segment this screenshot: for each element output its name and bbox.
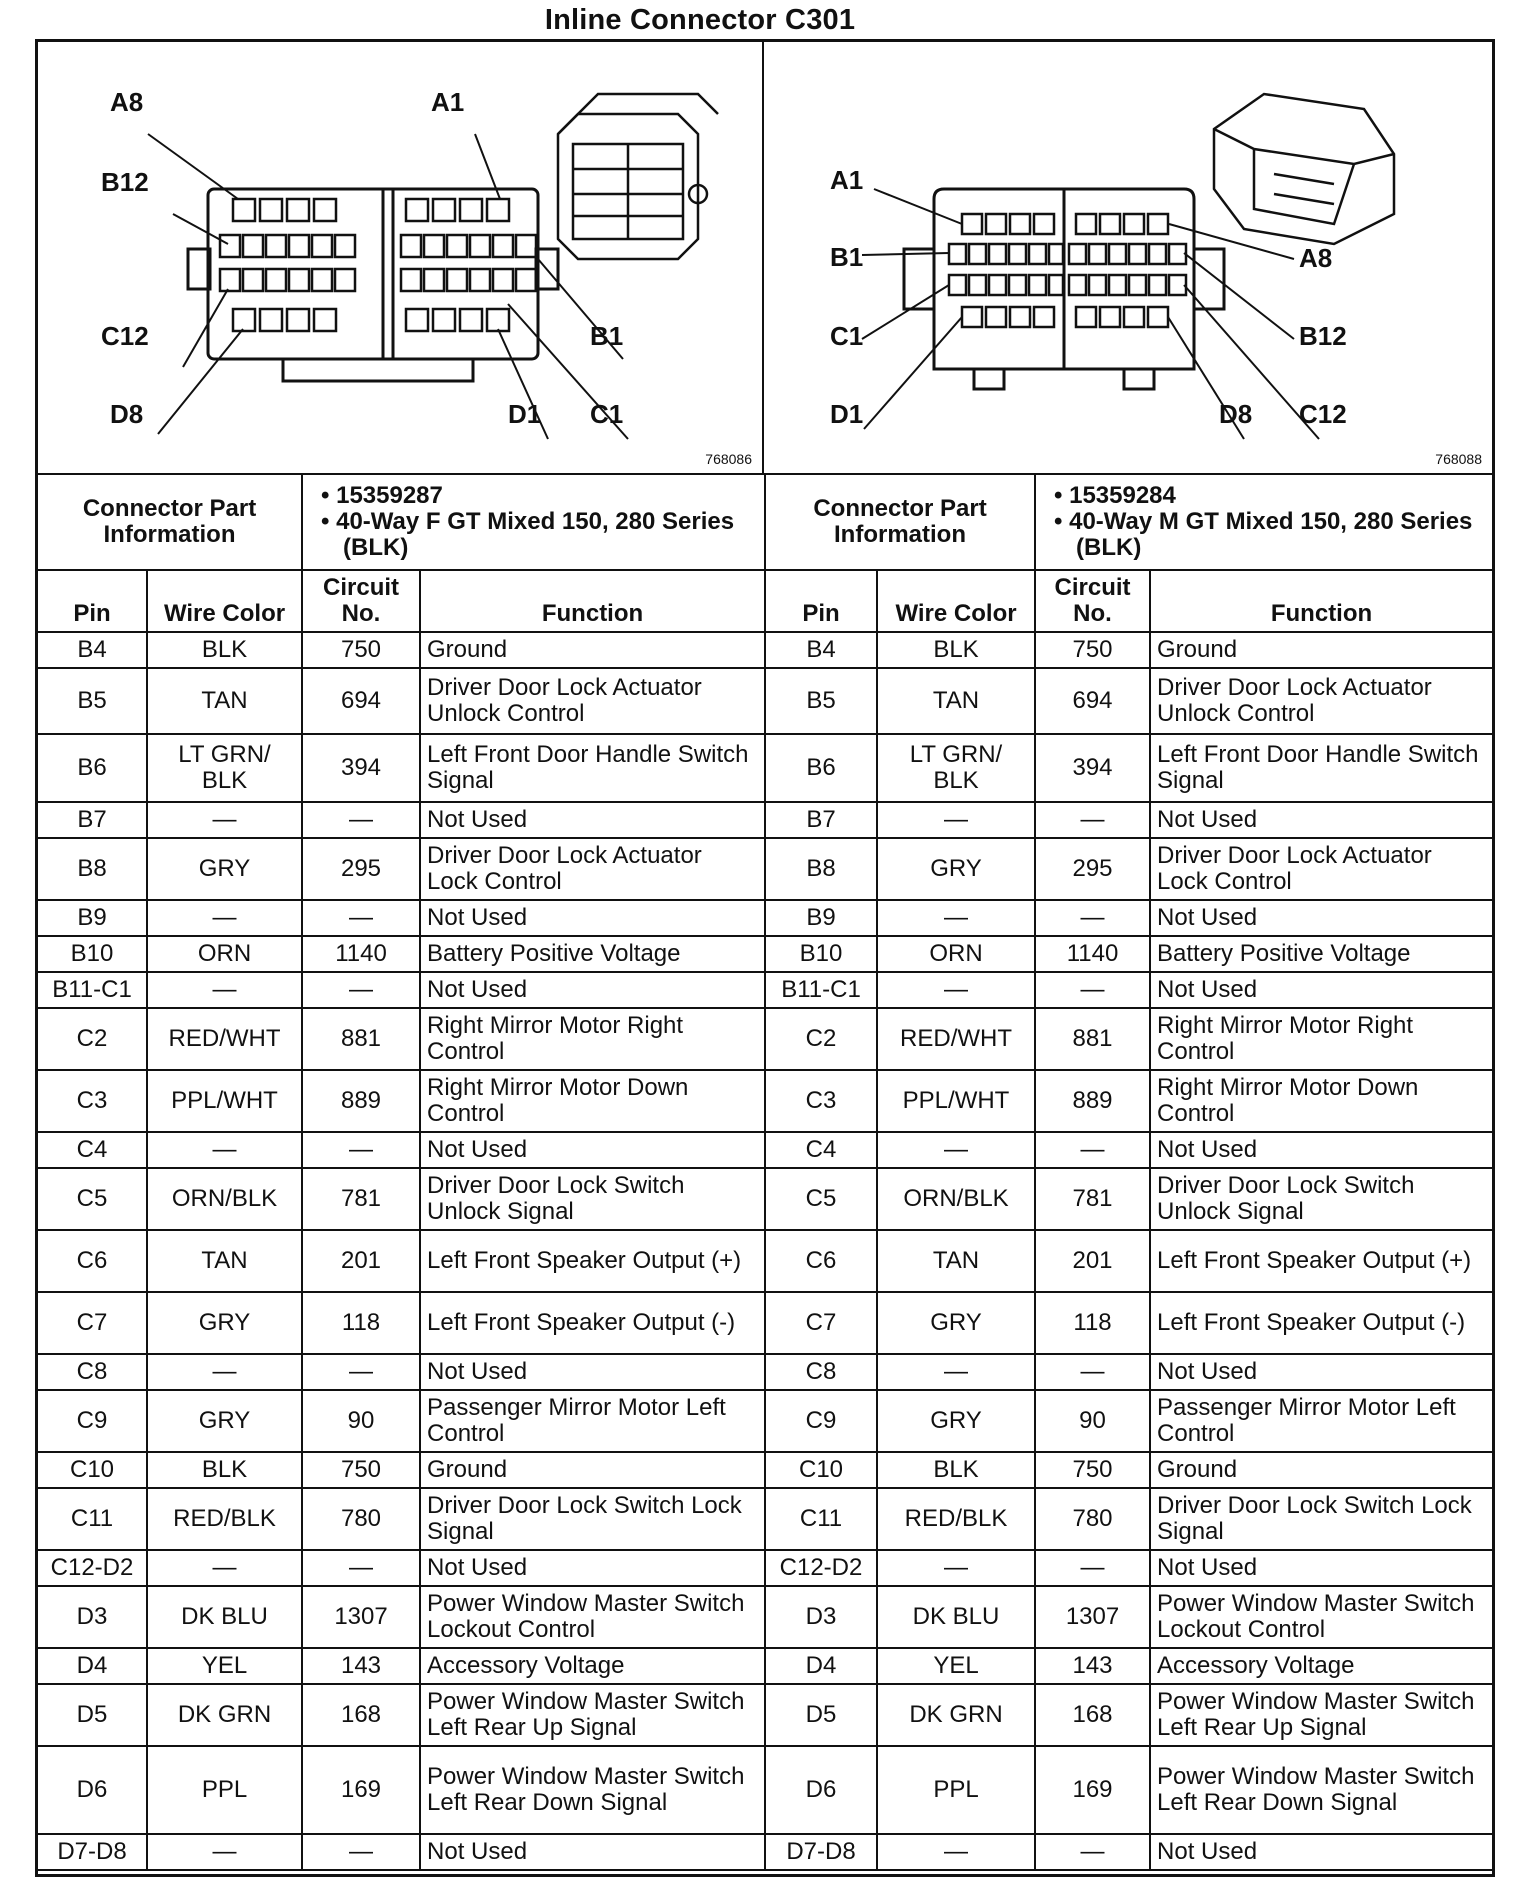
wire-color-cell: — (877, 972, 1035, 1008)
function-cell: Power Window Master Switch Left Rear Down Signal (420, 1746, 765, 1834)
pin-label-c12: C12 (1299, 399, 1347, 429)
part-info-row (37, 474, 765, 570)
wire-color-cell: RED/WHT (147, 1008, 302, 1070)
wire-color-cell: DK BLU (877, 1586, 1035, 1648)
function-cell: Not Used (1150, 1834, 1493, 1870)
wire-color-cell: — (147, 972, 302, 1008)
wire-color-header: Wire Color (877, 570, 1035, 632)
wire-color-cell: GRY (877, 1292, 1035, 1354)
wire-color-cell: — (877, 900, 1035, 936)
function-cell: Driver Door Lock Switch Unlock Signal (1150, 1168, 1493, 1230)
circuit-cell: 1140 (1035, 936, 1150, 972)
table-row (765, 1834, 1493, 1870)
wire-color-cell: GRY (147, 1292, 302, 1354)
pin-cell: C11 (765, 1488, 877, 1550)
circuit-cell: 118 (302, 1292, 420, 1354)
pin-label-b12: B12 (1299, 321, 1347, 351)
pin-cell: C3 (37, 1070, 147, 1132)
wire-color-cell: — (147, 1354, 302, 1390)
wire-color-cell: LT GRN/ BLK (877, 734, 1035, 802)
function-cell: Right Mirror Motor Down Control (420, 1070, 765, 1132)
table-row (765, 900, 1493, 936)
left-connector-drawing (38, 39, 764, 473)
circuit-cell: 143 (302, 1648, 420, 1684)
male-connector-face-icon (764, 39, 1492, 473)
function-cell: Not Used (420, 1354, 765, 1390)
function-cell: Not Used (420, 1132, 765, 1168)
part-info-label: Connector Part Information (37, 474, 302, 570)
circuit-cell: — (1035, 1132, 1150, 1168)
function-cell: Left Front Speaker Output (-) (1150, 1292, 1493, 1354)
wire-color-cell: BLK (147, 632, 302, 668)
circuit-cell: 394 (302, 734, 420, 802)
function-cell: Not Used (1150, 1354, 1493, 1390)
circuit-cell: 143 (1035, 1648, 1150, 1684)
function-header: Function (1150, 570, 1493, 632)
circuit-cell: 881 (302, 1008, 420, 1070)
wire-color-cell: — (877, 802, 1035, 838)
table-row (37, 1488, 765, 1550)
pin-cell: C4 (37, 1132, 147, 1168)
wire-color-cell: ORN/BLK (147, 1168, 302, 1230)
circuit-cell: — (1035, 1550, 1150, 1586)
circuit-cell: 750 (1035, 632, 1150, 668)
wire-color-cell: ORN/BLK (877, 1168, 1035, 1230)
circuit-cell: 780 (1035, 1488, 1150, 1550)
right-pin-rows (765, 632, 1493, 1870)
table-row (765, 936, 1493, 972)
header-row (37, 570, 765, 632)
wire-color-cell: GRY (877, 1390, 1035, 1452)
pin-label-d8: D8 (1219, 399, 1253, 429)
wire-color-cell: BLK (877, 1452, 1035, 1488)
function-cell: Not Used (420, 972, 765, 1008)
wire-color-cell: PPL/WHT (877, 1070, 1035, 1132)
table-row (765, 1648, 1493, 1684)
circuit-cell: 201 (1035, 1230, 1150, 1292)
table-row (765, 1746, 1493, 1834)
table-row (765, 1684, 1493, 1746)
table-row (37, 900, 765, 936)
table-row (765, 1008, 1493, 1070)
circuit-cell: 1140 (302, 936, 420, 972)
circuit-cell: 881 (1035, 1008, 1150, 1070)
table-row (765, 1168, 1493, 1230)
pin-label-c1: C1 (590, 399, 624, 429)
part-info-row (765, 474, 1493, 570)
function-cell: Left Front Speaker Output (+) (1150, 1230, 1493, 1292)
function-header: Function (420, 570, 765, 632)
pin-label-b1: B1 (830, 242, 864, 272)
circuit-cell: 781 (302, 1168, 420, 1230)
pin-cell: D4 (37, 1648, 147, 1684)
right-pin-table (764, 473, 1494, 1871)
pin-cell: B6 (37, 734, 147, 802)
function-cell: Not Used (420, 1550, 765, 1586)
function-cell: Not Used (420, 802, 765, 838)
table-row (37, 1230, 765, 1292)
function-cell: Not Used (1150, 900, 1493, 936)
wire-color-cell: ORN (147, 936, 302, 972)
table-row (37, 1070, 765, 1132)
circuit-cell: — (302, 972, 420, 1008)
circuit-cell: 750 (302, 632, 420, 668)
pin-cell: C9 (765, 1390, 877, 1452)
table-row (765, 1132, 1493, 1168)
header-row (765, 570, 1493, 632)
circuit-cell: — (302, 1132, 420, 1168)
circuit-cell: 90 (302, 1390, 420, 1452)
wire-color-cell: TAN (147, 1230, 302, 1292)
pin-cell: D6 (765, 1746, 877, 1834)
function-cell: Driver Door Lock Switch Lock Signal (1150, 1488, 1493, 1550)
circuit-header: Circuit No. (1035, 570, 1150, 632)
wire-color-cell: RED/BLK (147, 1488, 302, 1550)
pin-label-a1: A1 (431, 87, 465, 117)
circuit-cell: — (1035, 802, 1150, 838)
pin-cell: B9 (37, 900, 147, 936)
circuit-cell: — (302, 1834, 420, 1870)
right-connector-drawing (764, 39, 1492, 473)
function-cell: Left Front Speaker Output (+) (420, 1230, 765, 1292)
function-cell: Left Front Door Handle Switch Signal (420, 734, 765, 802)
wire-color-cell: — (147, 1834, 302, 1870)
pin-label-c12: C12 (101, 321, 149, 351)
pin-label-d8: D8 (110, 399, 144, 429)
circuit-cell: 90 (1035, 1390, 1150, 1452)
function-cell: Accessory Voltage (1150, 1648, 1493, 1684)
pin-cell: D6 (37, 1746, 147, 1834)
function-cell: Left Front Door Handle Switch Signal (1150, 734, 1493, 802)
wire-color-cell: PPL (147, 1746, 302, 1834)
table-row (37, 1008, 765, 1070)
table-row (37, 1684, 765, 1746)
part-description: 40-Way F GT Mixed 150, 280 Series (BLK) (336, 508, 735, 561)
pin-cell: D3 (765, 1586, 877, 1648)
pin-label-a8: A8 (1299, 243, 1333, 273)
table-row (765, 972, 1493, 1008)
wire-color-cell: — (147, 802, 302, 838)
table-row (37, 1292, 765, 1354)
wire-color-cell: PPL (877, 1746, 1035, 1834)
function-cell: Driver Door Lock Actuator Lock Control (1150, 838, 1493, 900)
function-cell: Not Used (420, 900, 765, 936)
circuit-cell: 1307 (1035, 1586, 1150, 1648)
table-row (765, 802, 1493, 838)
pin-cell: D7-D8 (765, 1834, 877, 1870)
function-cell: Power Window Master Switch Left Rear Up Signal (420, 1684, 765, 1746)
wire-color-cell: GRY (147, 1390, 302, 1452)
function-cell: Not Used (1150, 802, 1493, 838)
table-row (765, 1354, 1493, 1390)
circuit-cell: 781 (1035, 1168, 1150, 1230)
pin-cell: C9 (37, 1390, 147, 1452)
pin-label-b1: B1 (590, 321, 624, 351)
table-row (37, 1746, 765, 1834)
function-cell: Battery Positive Voltage (420, 936, 765, 972)
table-row (765, 632, 1493, 668)
wire-color-header: Wire Color (147, 570, 302, 632)
circuit-cell: 295 (1035, 838, 1150, 900)
function-cell: Power Window Master Switch Lockout Control (1150, 1586, 1493, 1648)
table-row (37, 1586, 765, 1648)
pin-cell: C11 (37, 1488, 147, 1550)
circuit-cell: 394 (1035, 734, 1150, 802)
table-row (765, 838, 1493, 900)
table-row (765, 668, 1493, 734)
table-row (765, 1070, 1493, 1132)
circuit-cell: 295 (302, 838, 420, 900)
part-number: 15359287 (336, 482, 443, 509)
table-row (765, 1390, 1493, 1452)
wire-color-cell: GRY (147, 838, 302, 900)
wire-color-cell: DK GRN (877, 1684, 1035, 1746)
pin-cell: B7 (37, 802, 147, 838)
table-row (765, 1230, 1493, 1292)
table-row (37, 1452, 765, 1488)
wire-color-cell: — (877, 1354, 1035, 1390)
table-row (765, 1292, 1493, 1354)
circuit-cell: — (302, 1354, 420, 1390)
pin-cell: B11-C1 (765, 972, 877, 1008)
pin-cell: C5 (765, 1168, 877, 1230)
function-cell: Power Window Master Switch Left Rear Up Signal (1150, 1684, 1493, 1746)
table-row (37, 668, 765, 734)
circuit-cell: — (1035, 972, 1150, 1008)
pin-cell: B4 (37, 632, 147, 668)
circuit-cell: — (302, 802, 420, 838)
table-row (765, 1452, 1493, 1488)
circuit-cell: — (1035, 900, 1150, 936)
wire-color-cell: DK BLU (147, 1586, 302, 1648)
pin-cell: D7-D8 (37, 1834, 147, 1870)
illustration-number: 768088 (1435, 451, 1482, 467)
pin-cell: D4 (765, 1648, 877, 1684)
table-row (37, 1132, 765, 1168)
circuit-cell: 201 (302, 1230, 420, 1292)
table-row (37, 1834, 765, 1870)
wire-color-cell: GRY (877, 838, 1035, 900)
illustration-number: 768086 (705, 451, 752, 467)
pin-cell: C6 (37, 1230, 147, 1292)
circuit-cell: 750 (302, 1452, 420, 1488)
wire-color-cell: ORN (877, 936, 1035, 972)
page-title: Inline Connector C301 (544, 4, 856, 36)
wire-color-cell: BLK (147, 1452, 302, 1488)
circuit-cell: 694 (1035, 668, 1150, 734)
pin-label-c1: C1 (830, 321, 864, 351)
wire-color-cell: TAN (877, 668, 1035, 734)
pin-header: Pin (765, 570, 877, 632)
pin-cell: C2 (765, 1008, 877, 1070)
table-row (37, 1390, 765, 1452)
pin-cell: B5 (765, 668, 877, 734)
table-row (37, 1354, 765, 1390)
wire-color-cell: — (877, 1834, 1035, 1870)
wire-color-cell: DK GRN (147, 1684, 302, 1746)
function-cell: Power Window Master Switch Left Rear Down Signal (1150, 1746, 1493, 1834)
pin-cell: C5 (37, 1168, 147, 1230)
function-cell: Not Used (420, 1834, 765, 1870)
pin-cell: B8 (765, 838, 877, 900)
pin-cell: C8 (37, 1354, 147, 1390)
circuit-cell: 780 (302, 1488, 420, 1550)
pin-label-d1: D1 (830, 399, 864, 429)
pin-cell: C2 (37, 1008, 147, 1070)
function-cell: Driver Door Lock Switch Lock Signal (420, 1488, 765, 1550)
pin-cell: D5 (765, 1684, 877, 1746)
pin-cell: C8 (765, 1354, 877, 1390)
pin-label-b12: B12 (101, 167, 149, 197)
pin-cell: B9 (765, 900, 877, 936)
pin-cell: C12-D2 (37, 1550, 147, 1586)
function-cell: Driver Door Lock Actuator Lock Control (420, 838, 765, 900)
function-cell: Power Window Master Switch Lockout Control (420, 1586, 765, 1648)
table-row (37, 838, 765, 900)
function-cell: Ground (1150, 632, 1493, 668)
table-row (37, 802, 765, 838)
circuit-cell: 750 (1035, 1452, 1150, 1488)
pin-cell: C10 (765, 1452, 877, 1488)
circuit-cell: 694 (302, 668, 420, 734)
wire-color-cell: — (147, 900, 302, 936)
left-pin-rows (37, 632, 765, 1870)
part-info-label: Connector Part Information (765, 474, 1035, 570)
circuit-cell: 889 (302, 1070, 420, 1132)
pin-cell: C7 (37, 1292, 147, 1354)
table-row (37, 1168, 765, 1230)
function-cell: Left Front Speaker Output (-) (420, 1292, 765, 1354)
wire-color-cell: — (877, 1132, 1035, 1168)
circuit-cell: 118 (1035, 1292, 1150, 1354)
function-cell: Ground (420, 632, 765, 668)
pin-cell: C3 (765, 1070, 877, 1132)
table-row (37, 1648, 765, 1684)
function-cell: Accessory Voltage (420, 1648, 765, 1684)
function-cell: Right Mirror Motor Right Control (420, 1008, 765, 1070)
pin-cell: B10 (37, 936, 147, 972)
circuit-header: Circuit No. (302, 570, 420, 632)
pin-label-a8: A8 (110, 87, 144, 117)
wire-color-cell: — (877, 1550, 1035, 1586)
part-info-details: • 15359287 • 40-Way F GT Mixed 150, 280 Series (BLK) (302, 474, 765, 570)
pin-cell: B5 (37, 668, 147, 734)
function-cell: Right Mirror Motor Right Control (1150, 1008, 1493, 1070)
pin-cell: C7 (765, 1292, 877, 1354)
pin-cell: D5 (37, 1684, 147, 1746)
pin-cell: B4 (765, 632, 877, 668)
function-cell: Not Used (1150, 1550, 1493, 1586)
wire-color-cell: TAN (147, 668, 302, 734)
table-row (37, 936, 765, 972)
pin-cell: B10 (765, 936, 877, 972)
wire-color-cell: RED/WHT (877, 1008, 1035, 1070)
circuit-cell: 889 (1035, 1070, 1150, 1132)
wire-color-cell: PPL/WHT (147, 1070, 302, 1132)
table-row (37, 734, 765, 802)
pin-cell: C6 (765, 1230, 877, 1292)
function-cell: Battery Positive Voltage (1150, 936, 1493, 972)
pin-cell: D3 (37, 1586, 147, 1648)
table-row (765, 1586, 1493, 1648)
part-info-details: • 15359284 • 40-Way M GT Mixed 150, 280 Series (BLK) (1035, 474, 1493, 570)
wire-color-cell: — (147, 1550, 302, 1586)
circuit-cell: 169 (1035, 1746, 1150, 1834)
function-cell: Not Used (1150, 972, 1493, 1008)
female-connector-face-icon (38, 39, 762, 473)
function-cell: Driver Door Lock Actuator Unlock Control (1150, 668, 1493, 734)
function-cell: Driver Door Lock Actuator Unlock Control (420, 668, 765, 734)
wire-color-cell: BLK (877, 632, 1035, 668)
table-row (37, 972, 765, 1008)
table-row (765, 1550, 1493, 1586)
left-pin-table (36, 473, 766, 1871)
wire-color-cell: RED/BLK (877, 1488, 1035, 1550)
circuit-cell: 168 (1035, 1684, 1150, 1746)
pin-cell: B11-C1 (37, 972, 147, 1008)
wire-color-cell: — (147, 1132, 302, 1168)
pin-label-a1: A1 (830, 165, 864, 195)
wire-color-cell: LT GRN/ BLK (147, 734, 302, 802)
function-cell: Right Mirror Motor Down Control (1150, 1070, 1493, 1132)
function-cell: Passenger Mirror Motor Left Control (1150, 1390, 1493, 1452)
table-row (37, 1550, 765, 1586)
pin-cell: C4 (765, 1132, 877, 1168)
pin-cell: C10 (37, 1452, 147, 1488)
part-number: 15359284 (1069, 482, 1176, 509)
function-cell: Ground (1150, 1452, 1493, 1488)
table-row (37, 632, 765, 668)
function-cell: Driver Door Lock Switch Unlock Signal (420, 1168, 765, 1230)
wire-color-cell: YEL (147, 1648, 302, 1684)
circuit-cell: 1307 (302, 1586, 420, 1648)
pin-cell: B6 (765, 734, 877, 802)
function-cell: Passenger Mirror Motor Left Control (420, 1390, 765, 1452)
wire-color-cell: TAN (877, 1230, 1035, 1292)
table-row (765, 734, 1493, 802)
function-cell: Ground (420, 1452, 765, 1488)
function-cell: Not Used (1150, 1132, 1493, 1168)
part-description: 40-Way M GT Mixed 150, 280 Series (BLK) (1069, 508, 1473, 561)
pin-header: Pin (37, 570, 147, 632)
pin-cell: B7 (765, 802, 877, 838)
pin-cell: B8 (37, 838, 147, 900)
circuit-cell: — (302, 1550, 420, 1586)
table-row (765, 1488, 1493, 1550)
circuit-cell: 169 (302, 1746, 420, 1834)
pin-label-d1: D1 (508, 399, 542, 429)
circuit-cell: 168 (302, 1684, 420, 1746)
circuit-cell: — (1035, 1834, 1150, 1870)
pin-cell: C12-D2 (765, 1550, 877, 1586)
wire-color-cell: YEL (877, 1648, 1035, 1684)
circuit-cell: — (302, 900, 420, 936)
circuit-cell: — (1035, 1354, 1150, 1390)
